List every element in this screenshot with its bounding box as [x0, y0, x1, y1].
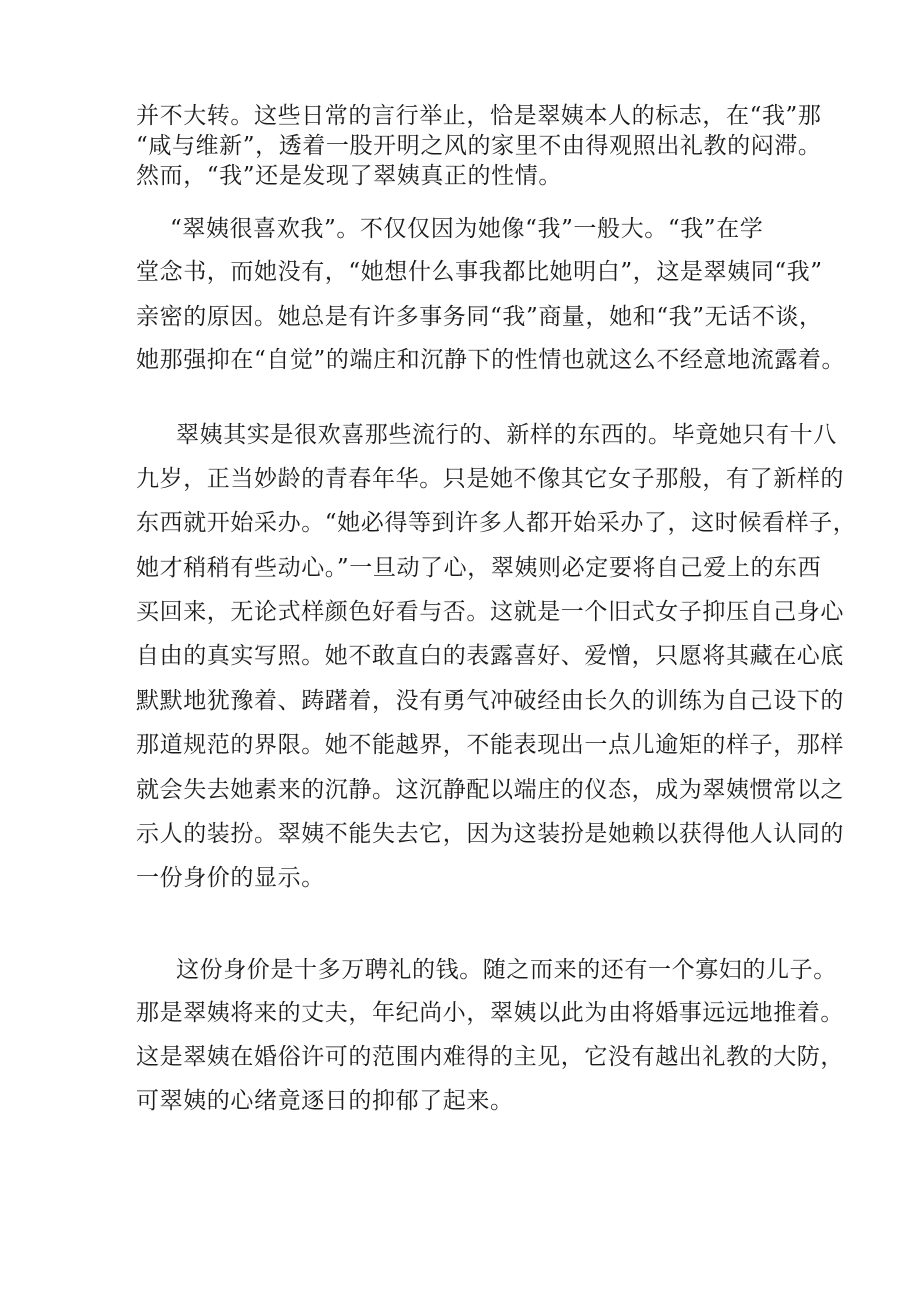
text-line: 翠姨其实是很欢喜那些流行的、新样的东西的。毕竟她只有十八 [176, 422, 837, 448]
text-line: “咸与维新”，透着一股开明之风的家里不由得观照出礼教的闷滞。 [136, 133, 822, 159]
text-line: 那道规范的界限。她不能越界，不能表现出一点儿逾矩的样子，那样 [136, 732, 844, 758]
text-line: “翠姨很喜欢我”。不仅仅因为她像“我”一般大。“我”在学 [170, 216, 764, 242]
text-line: 自由的真实写照。她不敢直白的表露喜好、爱憎，只愿将其藏在心底 [136, 643, 844, 669]
text-line: 默默地犹豫着、踌躇着，没有勇气冲破经由长久的训练为自己设下的 [136, 688, 844, 714]
text-line: 买回来，无论式样颜色好看与否。这就是一个旧式女子抑压自己身心 [136, 599, 844, 625]
text-line: 九岁，正当妙龄的青春年华。只是她不像其它女子那般，有了新样的 [136, 466, 844, 492]
text-line: 她才稍稍有些动心。”一旦动了心，翠姨则必定要将自己爱上的东西 [136, 555, 822, 581]
text-line: 一份身价的显示。 [136, 865, 325, 891]
text-line: 那是翠姨将来的丈夫，年纪尚小，翠姨以此为由将婚事远远地推着。 [136, 1000, 844, 1026]
text-line: 她那强抑在“自觉”的端庄和沉静下的性情也就这么不经意地流露着。 [136, 347, 846, 373]
text-line: 这是翠姨在婚俗许可的范围内难得的主见，它没有越出礼教的大防， [136, 1044, 844, 1070]
text-line: 这份身价是十多万聘礼的钱。随之而来的还有一个寡妇的儿子。 [176, 957, 837, 983]
text-line: 然而，“我”还是发现了翠姨真正的性情。 [136, 163, 562, 189]
text-line: 就会失去她素来的沉静。这沉静配以端庄的仪态，成为翠姨惯常以之 [136, 777, 844, 803]
text-line: 堂念书，而她没有，“她想什么事我都比她明白”，这是翠姨同“我” [136, 259, 823, 285]
text-line: 示人的装扮。翠姨不能失去它，因为这装扮是她赖以获得他人认同的 [136, 821, 844, 847]
text-line: 东西就开始采办。“她必得等到许多人都开始采办了，这时候看样子， [136, 510, 857, 536]
text-line: 并不大转。这些日常的言行举止，恰是翠姨本人的标志，在“我”那 [136, 103, 822, 129]
text-line: 亲密的原因。她总是有许多事务同“我”商量，她和“我”无话不谈， [136, 304, 823, 330]
text-line: 可翠姨的心绪竟逐日的抑郁了起来。 [136, 1088, 514, 1114]
